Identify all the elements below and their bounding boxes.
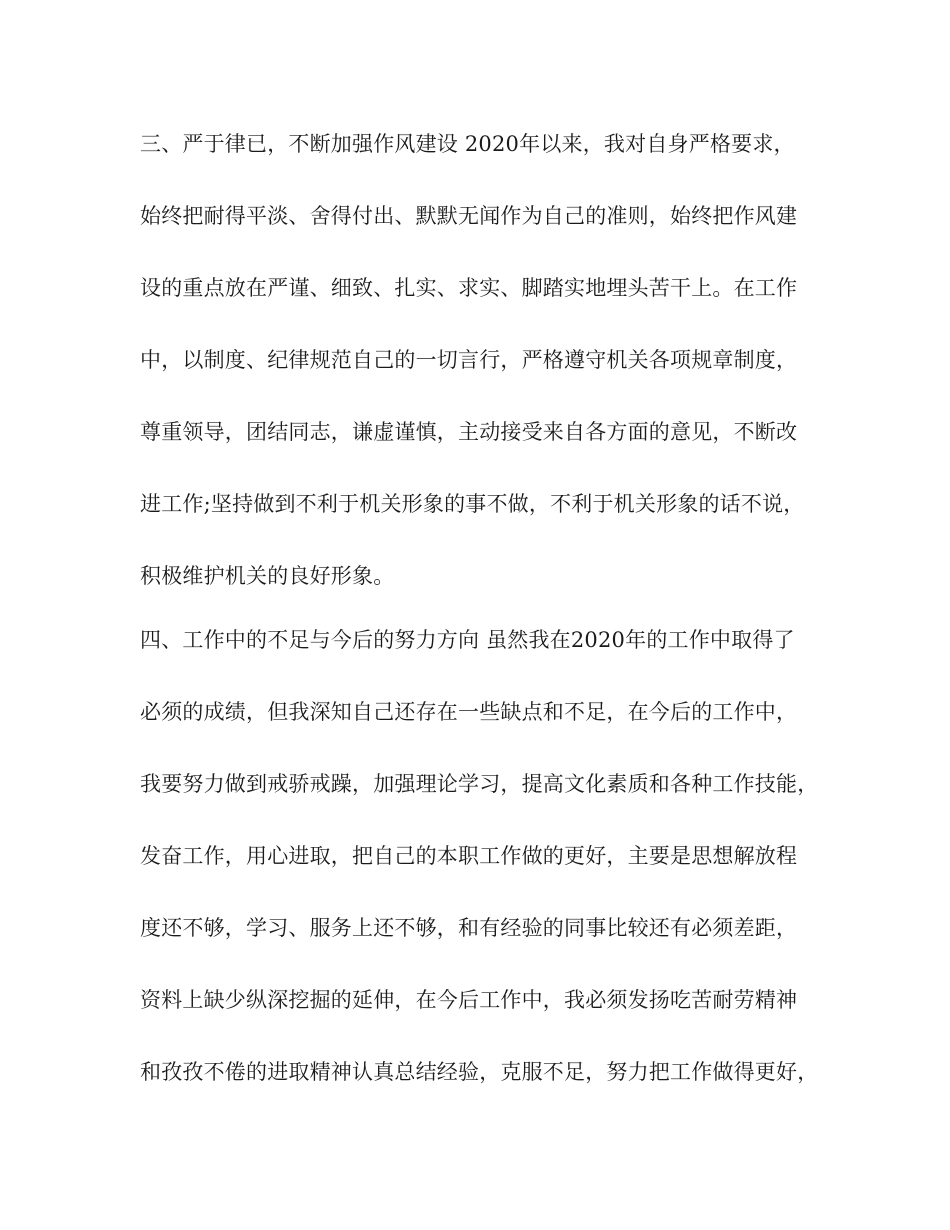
paragraph-line: 设的重点放在严谨、细致、扎实、求实、脚踏实地埋头苦干上。在工作	[140, 276, 798, 300]
section-3-heading-line: 三、严于律已，不断加强作风建设 2020年以来，我对自身严格要求，	[140, 132, 795, 156]
paragraph-line: 进工作;坚持做到不利于机关形象的事不做，不利于机关形象的话不说，	[140, 492, 805, 516]
paragraph-line: 尊重领导，团结同志，谦虚谨慎，主动接受来自各方面的意见，不断改	[140, 420, 798, 444]
paragraph-line: 和孜孜不倦的进取精神认真总结经验，克服不足，努力把工作做得更好，	[140, 1060, 819, 1084]
paragraph-line: 积极维护机关的良好形象。	[140, 564, 395, 588]
paragraph-line: 我要努力做到戒骄戒躁，加强理论学习，提高文化素质和各种工作技能，	[140, 772, 819, 796]
paragraph-line: 始终把耐得平淡、舍得付出、默默无闻作为自己的准则，始终把作风建	[140, 204, 798, 228]
paragraph-line: 中，以制度、纪律规范自己的一切言行，严格遵守机关各项规章制度，	[140, 348, 798, 372]
paragraph-line: 资料上缺少纵深挖掘的延伸，在今后工作中，我必须发扬吃苦耐劳精神	[140, 988, 798, 1012]
paragraph-line: 必须的成绩，但我深知自己还存在一些缺点和不足，在今后的工作中，	[140, 700, 798, 724]
paragraph-line: 发奋工作，用心进取，把自己的本职工作做的更好，主要是思想解放程	[140, 844, 798, 868]
paragraph-line: 度还不够，学习、服务上还不够，和有经验的同事比较还有必须差距，	[140, 916, 798, 940]
section-4-heading-line: 四、工作中的不足与今后的努力方向 虽然我在2020年的工作中取得了	[140, 628, 795, 652]
